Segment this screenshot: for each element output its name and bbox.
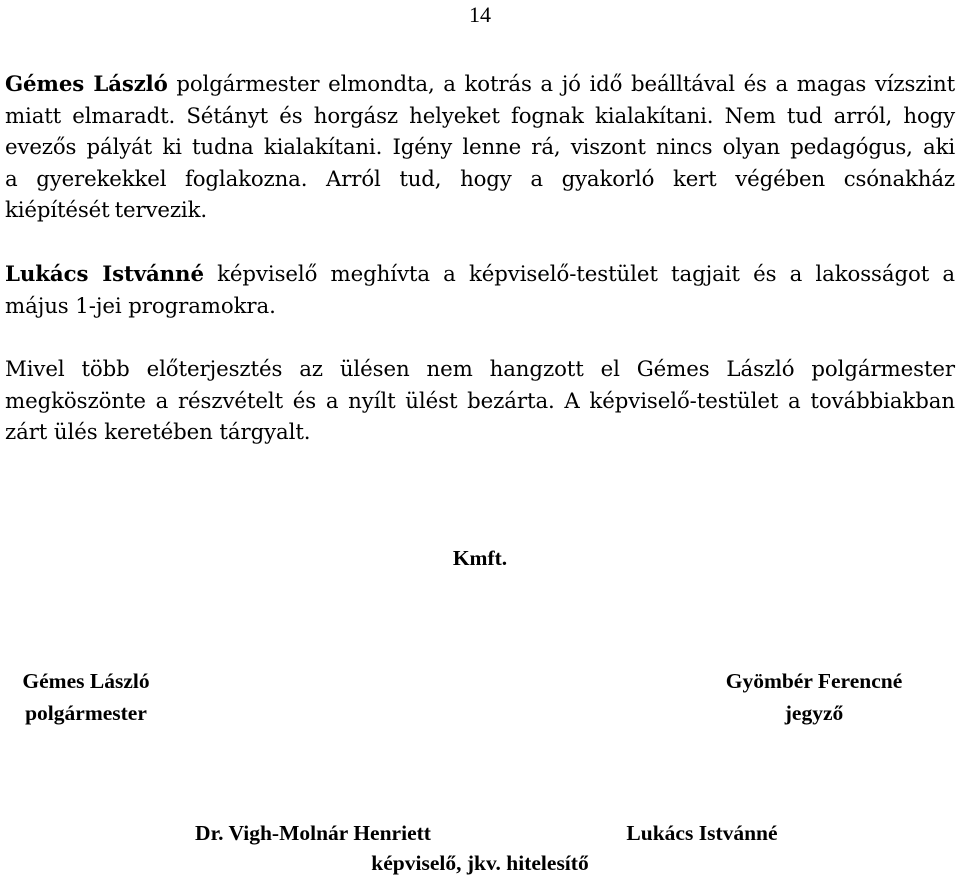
signature-name: Gyömbér Ferencné <box>725 669 903 693</box>
speaker-name: Lukács Istvánné <box>5 262 204 287</box>
paragraph-mayor-statement <box>5 69 955 227</box>
signature-mayor <box>0 665 172 729</box>
paragraph-line: miatt elmaradt. Sétányt és horgász helyeket fognak kialakítani. Nem tud arról, hogy <box>5 103 955 129</box>
paragraph-representative-invitation <box>5 259 955 322</box>
paragraph-closing <box>5 354 955 449</box>
speaker-name: Gémes László <box>5 72 168 97</box>
signature-role: jegyző <box>784 701 844 725</box>
kmft-label: Kmft. <box>452 546 508 570</box>
signature-role: polgármester <box>25 701 147 725</box>
paragraph-line: május 1-jei programokra. <box>5 293 276 319</box>
paragraph-line: evezős pályát ki tudna kialakítani. Igény lenne rá, viszont nincs olyan pedagógus, aki <box>5 135 955 160</box>
paragraph-line: kiépítését tervezik. <box>5 198 207 223</box>
paragraph-line: a gyerekekkel foglakozna. Arról tud, hogy a gyakorló kert végében csónakház <box>5 166 955 192</box>
paragraph-line: Gémes László polgármester elmondta, a kotrás a jó idő beálltával és a magas vízszint <box>5 72 955 97</box>
page-number: 14 <box>469 2 491 27</box>
signature-authenticator-2 <box>604 817 800 849</box>
paragraph-line: zárt ülés keretében tárgyalt. <box>5 420 311 445</box>
paragraph-line: megköszönte a részvételt és a nyílt ülést bezárta. A képviselő-testület a továbbiakban <box>5 388 955 414</box>
signature-name: Dr. Vigh-Molnár Henriett <box>195 821 431 845</box>
signature-authenticator-1 <box>160 817 466 849</box>
signature-name: Lukács Istvánné <box>626 821 778 845</box>
paragraph-line: Mivel több előterjesztés az ülésen nem hangzott el Gémes László polgármester <box>5 357 955 382</box>
signature-notary <box>700 665 928 729</box>
paragraph-line: Lukács Istvánné képviselő meghívta a képviselő-testület tagjait és a lakosságot a <box>5 262 955 287</box>
signature-authenticator-role: képviselő, jkv. hitelesítő <box>371 851 589 875</box>
signature-name: Gémes László <box>22 669 150 693</box>
